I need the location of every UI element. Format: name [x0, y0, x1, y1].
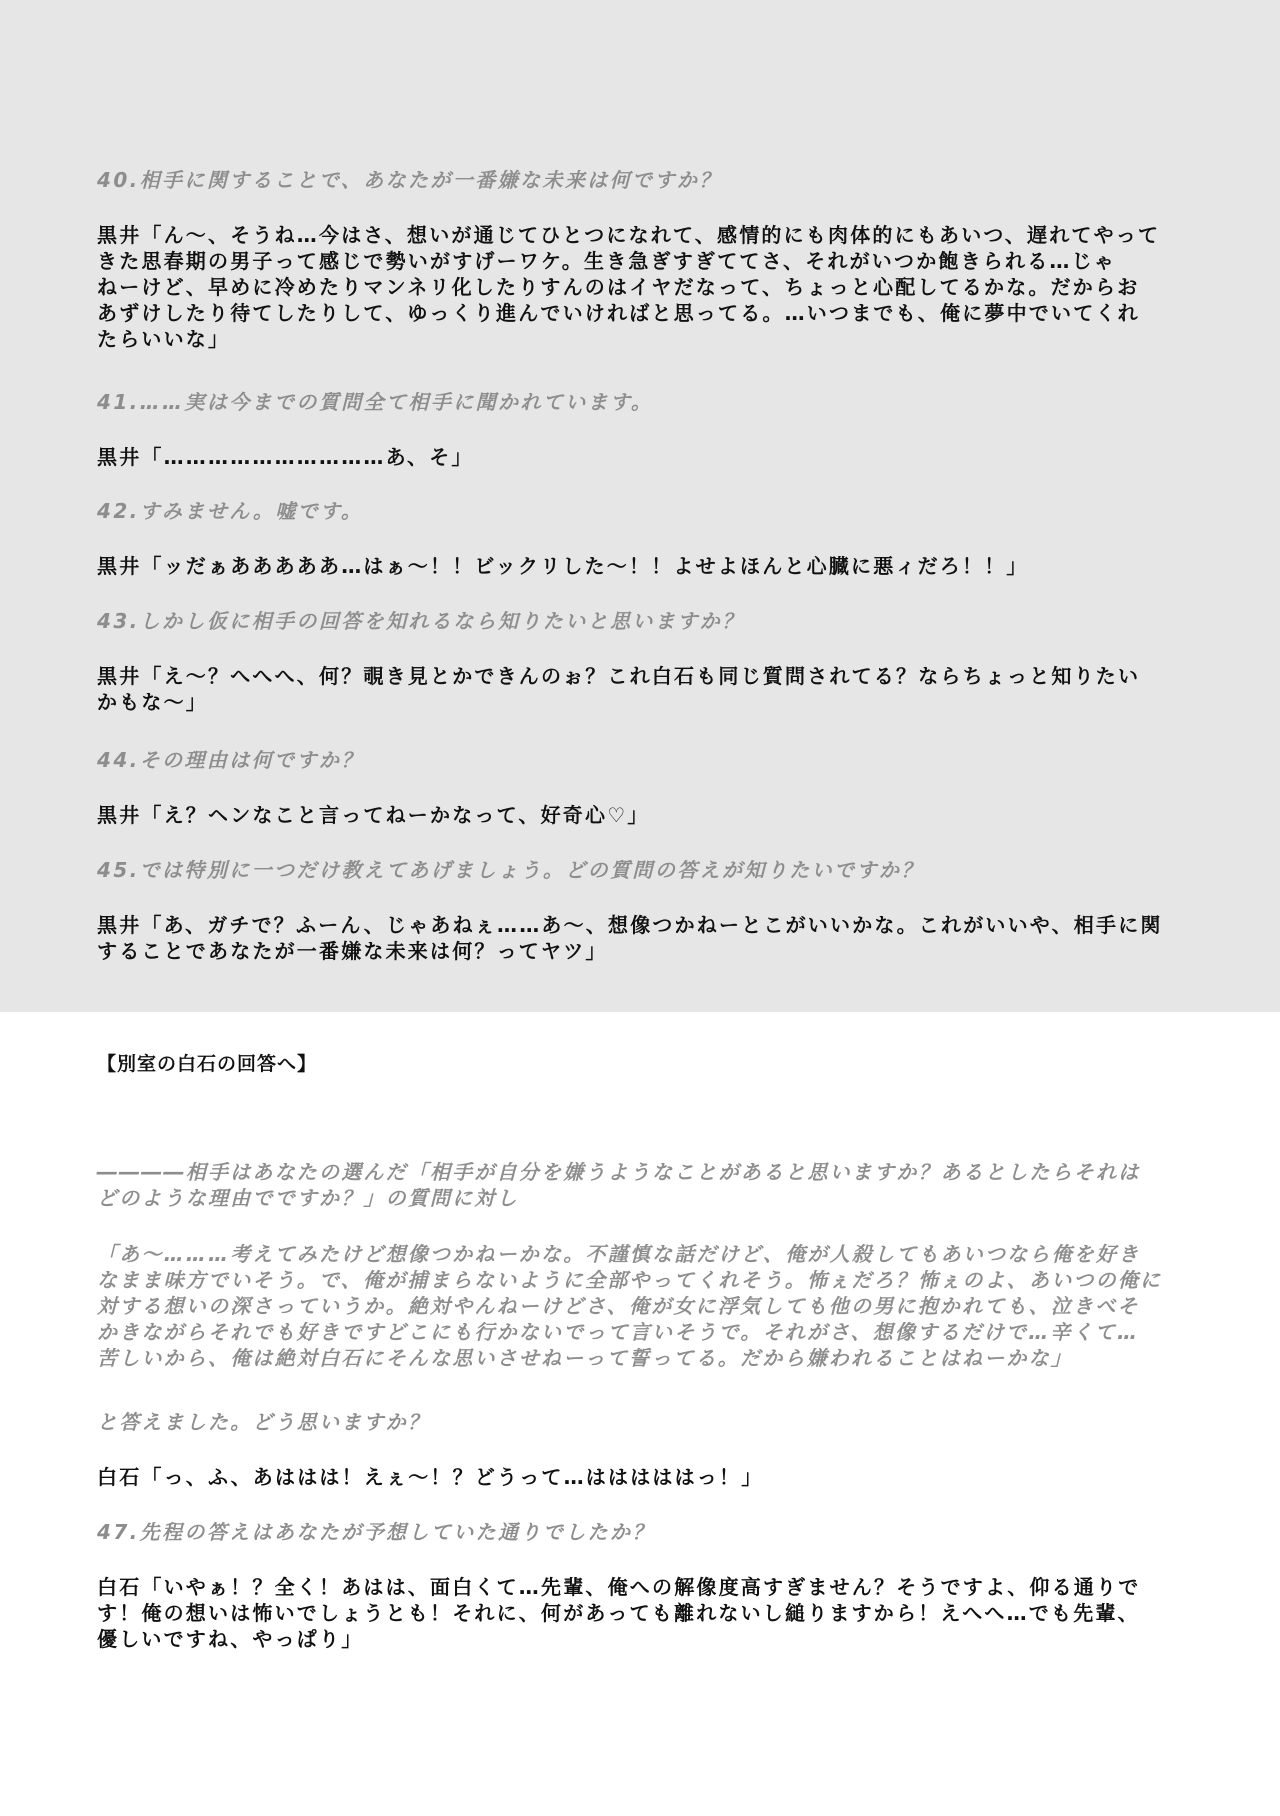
shiraishi-intro: ――――相手はあなたの選んだ「相手が自分を嫌うようなことがあると思いますか？あるとしたらそれは どのような理由でですか？」の質問に対し — [97, 1160, 1141, 1210]
question-40: 40.相手に関することで、あなたが一番嫌な未来は何ですか？ — [97, 168, 722, 192]
answer-41: 黒井「…………………………あ、そ」 — [97, 445, 474, 469]
section-heading: 【別室の白石の回答へ】 — [97, 1053, 318, 1075]
answered-prompt: と答えました。どう思いますか？ — [97, 1410, 430, 1434]
answer-43: 黒井「え～？へへへ、何？覗き見とかできんのぉ？これ白石も同じ質問されてる？ならちょっと知りたい かもな～」 — [97, 664, 1141, 714]
answer-44: 黒井「え？ヘンなこと言ってねーかなって、好奇心♡」 — [97, 803, 650, 827]
answer-40: 黒井「ん～、そうね…今はさ、想いが通じてひとつになれて、感情的にも肉体的にもあいつ、遅れてやって きた思春期の男子って感じで勢いがすげーワケ。生き急ぎすぎててさ、それがいつか飽きられる…じゃ ねーけど、早めに冷めたりマンネリ化したりすんのはイヤだなって、ちょっと心配してるかな。だからお あずけしたり待てしたりして、ゆっくり進んでいければと思ってる。…いつまでも、俺に夢中でいてくれ たらいいな」 — [97, 223, 1161, 351]
question-47: 47.先程の答えはあなたが予想していた通りでしたか？ — [97, 1520, 655, 1544]
answer-46: 白石「っ、ふ、あははは！えぇ～！？どうって…はははははっ！」 — [97, 1465, 764, 1489]
question-45: 45.では特別に一つだけ教えてあげましょう。どの質問の答えが知りたいですか？ — [97, 858, 924, 882]
question-43: 43.しかし仮に相手の回答を知れるなら知りたいと思いますか？ — [97, 609, 745, 633]
question-42: 42.すみません。嘘です。 — [97, 499, 364, 523]
question-41: 41.……実は今までの質問全て相手に聞かれています。 — [97, 390, 654, 414]
answer-47: 白石「いやぁ！？全く！あはは、面白くて…先輩、俺への解像度高すぎません？そうですよ、仰る通りで す！俺の想いは怖いでしょうとも！それに、何があっても離れないし縋りますから！えへへ…でも先輩、 優しいですね、やっぱり」 — [97, 1575, 1141, 1651]
kuroi-quoted-answer: 「あ～………考えてみたけど想像つかねーかな。不謹慎な話だけど、俺が人殺してもあいつなら俺を好き なまま味方でいそう。で、俺が捕まらないように全部やってくれそう。怖ぇだろ？怖ぇのよ、あいつの俺に 対する想いの深さっていうか。絶対やんねーけどさ、俺が女に浮気しても他の男に抱かれても、泣きべそ かきながらそれでも好きですどこにも行かないでって言いそうで。それがさ、想像するだけで…辛くて… 苦しいから、俺は絶対白石にそんな思いさせねーって誓ってる。だから嫌われることはねーかな」 — [97, 1242, 1163, 1370]
answer-42: 黒井「ッだぁあああああ…はぁ～！！ビックリした～！！よせよほんと心臓に悪ィだろ！！」 — [97, 554, 1029, 578]
answer-45: 黒井「あ、ガチで？ふーん、じゃあねぇ……あ～、想像つかねーとこがいいかな。これがいいや、相手に関 することであなたが一番嫌な未来は何？ってヤツ」 — [97, 913, 1163, 963]
question-44: 44.その理由は何ですか？ — [97, 748, 364, 772]
